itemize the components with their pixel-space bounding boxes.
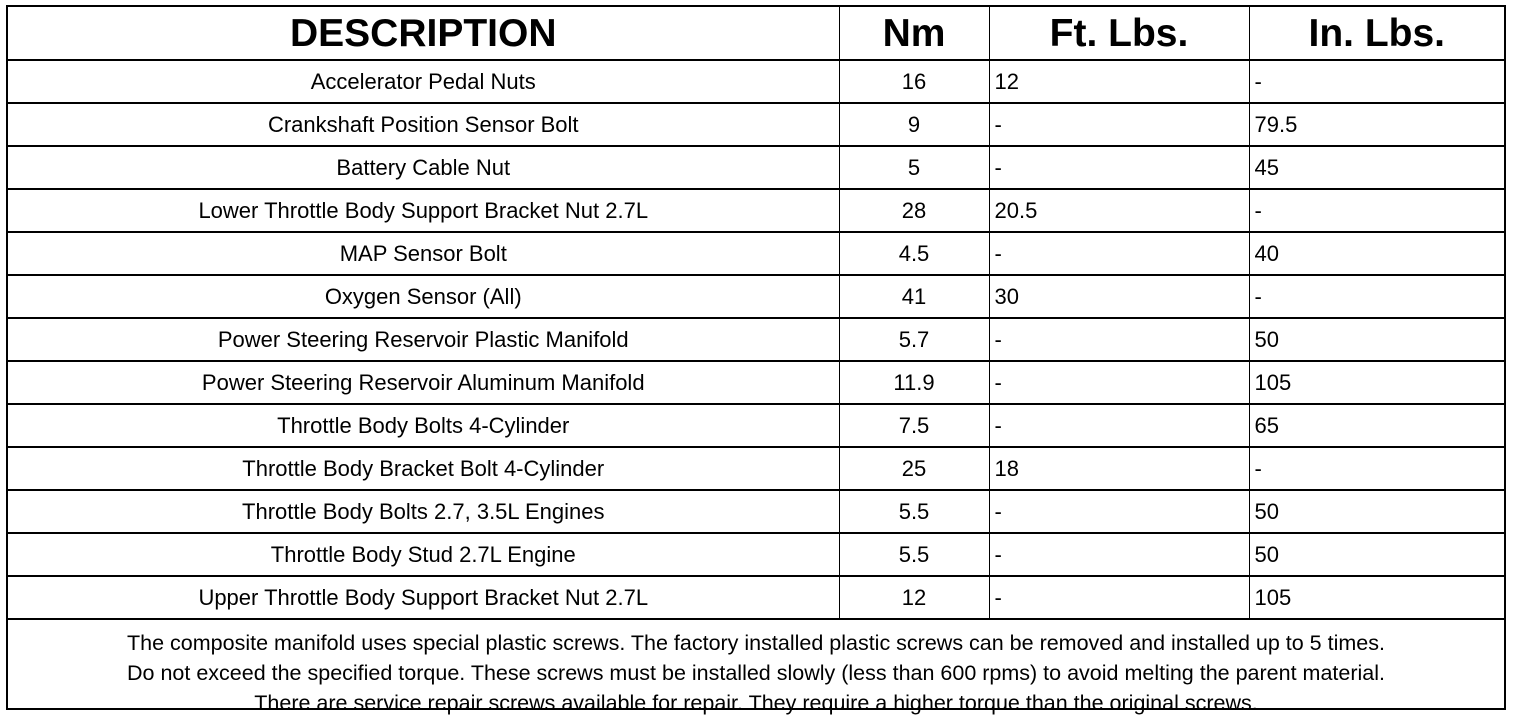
table-body [8, 60, 1504, 619]
table-row [8, 490, 1504, 533]
cell-in-lbs: - [1249, 447, 1504, 490]
table-row [8, 232, 1504, 275]
cell-ft-lbs: - [989, 533, 1249, 576]
cell-description: Throttle Body Bolts 4-Cylinder [8, 404, 839, 447]
cell-nm: 28 [839, 189, 989, 232]
cell-in-lbs: 105 [1249, 576, 1504, 619]
cell-description: Crankshaft Position Sensor Bolt [8, 103, 839, 146]
table-row [8, 447, 1504, 490]
note-line: Do not exceed the specified torque. These screws must be installed slowly (less than 600 rpms) to avoid melting the parent material. [127, 661, 1385, 685]
cell-in-lbs: - [1249, 275, 1504, 318]
torque-spec-sheet [6, 5, 1506, 715]
cell-description: Battery Cable Nut [8, 146, 839, 189]
cell-ft-lbs: - [989, 103, 1249, 146]
table-row [8, 576, 1504, 619]
cell-description: Throttle Body Stud 2.7L Engine [8, 533, 839, 576]
cell-description: Upper Throttle Body Support Bracket Nut 2.7L [8, 576, 839, 619]
table-row [8, 275, 1504, 318]
cell-ft-lbs: - [989, 232, 1249, 275]
cell-in-lbs: 50 [1249, 318, 1504, 361]
cell-description: Power Steering Reservoir Aluminum Manifold [8, 361, 839, 404]
cell-nm: 41 [839, 275, 989, 318]
cell-in-lbs: 65 [1249, 404, 1504, 447]
table-row [8, 361, 1504, 404]
cell-ft-lbs: - [989, 576, 1249, 619]
cell-ft-lbs: 12 [989, 60, 1249, 103]
cell-nm: 11.9 [839, 361, 989, 404]
cell-in-lbs: 45 [1249, 146, 1504, 189]
cell-description: Lower Throttle Body Support Bracket Nut 2.7L [8, 189, 839, 232]
cell-ft-lbs: - [989, 361, 1249, 404]
cell-nm: 25 [839, 447, 989, 490]
cell-ft-lbs: 30 [989, 275, 1249, 318]
cell-in-lbs: 79.5 [1249, 103, 1504, 146]
cell-ft-lbs: - [989, 318, 1249, 361]
table-row [8, 533, 1504, 576]
header-nm: Nm [839, 7, 989, 60]
cell-description: Oxygen Sensor (All) [8, 275, 839, 318]
cell-in-lbs: 40 [1249, 232, 1504, 275]
table-row [8, 146, 1504, 189]
table-row [8, 318, 1504, 361]
cell-description: Power Steering Reservoir Plastic Manifold [8, 318, 839, 361]
torque-spec-table [8, 7, 1504, 620]
cell-nm: 12 [839, 576, 989, 619]
table-row [8, 404, 1504, 447]
header-description: DESCRIPTION [8, 7, 839, 60]
cell-description: Accelerator Pedal Nuts [8, 60, 839, 103]
cell-description: Throttle Body Bolts 2.7, 3.5L Engines [8, 490, 839, 533]
cell-ft-lbs: - [989, 404, 1249, 447]
cell-nm: 5.5 [839, 490, 989, 533]
table-row [8, 103, 1504, 146]
cell-in-lbs: - [1249, 189, 1504, 232]
cell-nm: 4.5 [839, 232, 989, 275]
note-line: There are service repair screws available for repair. They require a higher torque than the original screws. [254, 691, 1258, 715]
cell-nm: 7.5 [839, 404, 989, 447]
cell-nm: 16 [839, 60, 989, 103]
cell-nm: 9 [839, 103, 989, 146]
cell-ft-lbs: 20.5 [989, 189, 1249, 232]
header-ft-lbs: Ft. Lbs. [989, 7, 1249, 60]
cell-ft-lbs: 18 [989, 447, 1249, 490]
header-row [8, 7, 1504, 60]
cell-in-lbs: - [1249, 60, 1504, 103]
cell-nm: 5 [839, 146, 989, 189]
note-block [8, 620, 1504, 718]
cell-in-lbs: 105 [1249, 361, 1504, 404]
cell-description: Throttle Body Bracket Bolt 4-Cylinder [8, 447, 839, 490]
table-row [8, 189, 1504, 232]
cell-in-lbs: 50 [1249, 533, 1504, 576]
cell-in-lbs: 50 [1249, 490, 1504, 533]
cell-nm: 5.7 [839, 318, 989, 361]
cell-ft-lbs: - [989, 146, 1249, 189]
cell-description: MAP Sensor Bolt [8, 232, 839, 275]
cell-ft-lbs: - [989, 490, 1249, 533]
table-row [8, 60, 1504, 103]
header-in-lbs: In. Lbs. [1249, 7, 1504, 60]
cell-nm: 5.5 [839, 533, 989, 576]
note-line: The composite manifold uses special plastic screws. The factory installed plastic screws can be removed and installed up to 5 times. [127, 631, 1385, 655]
